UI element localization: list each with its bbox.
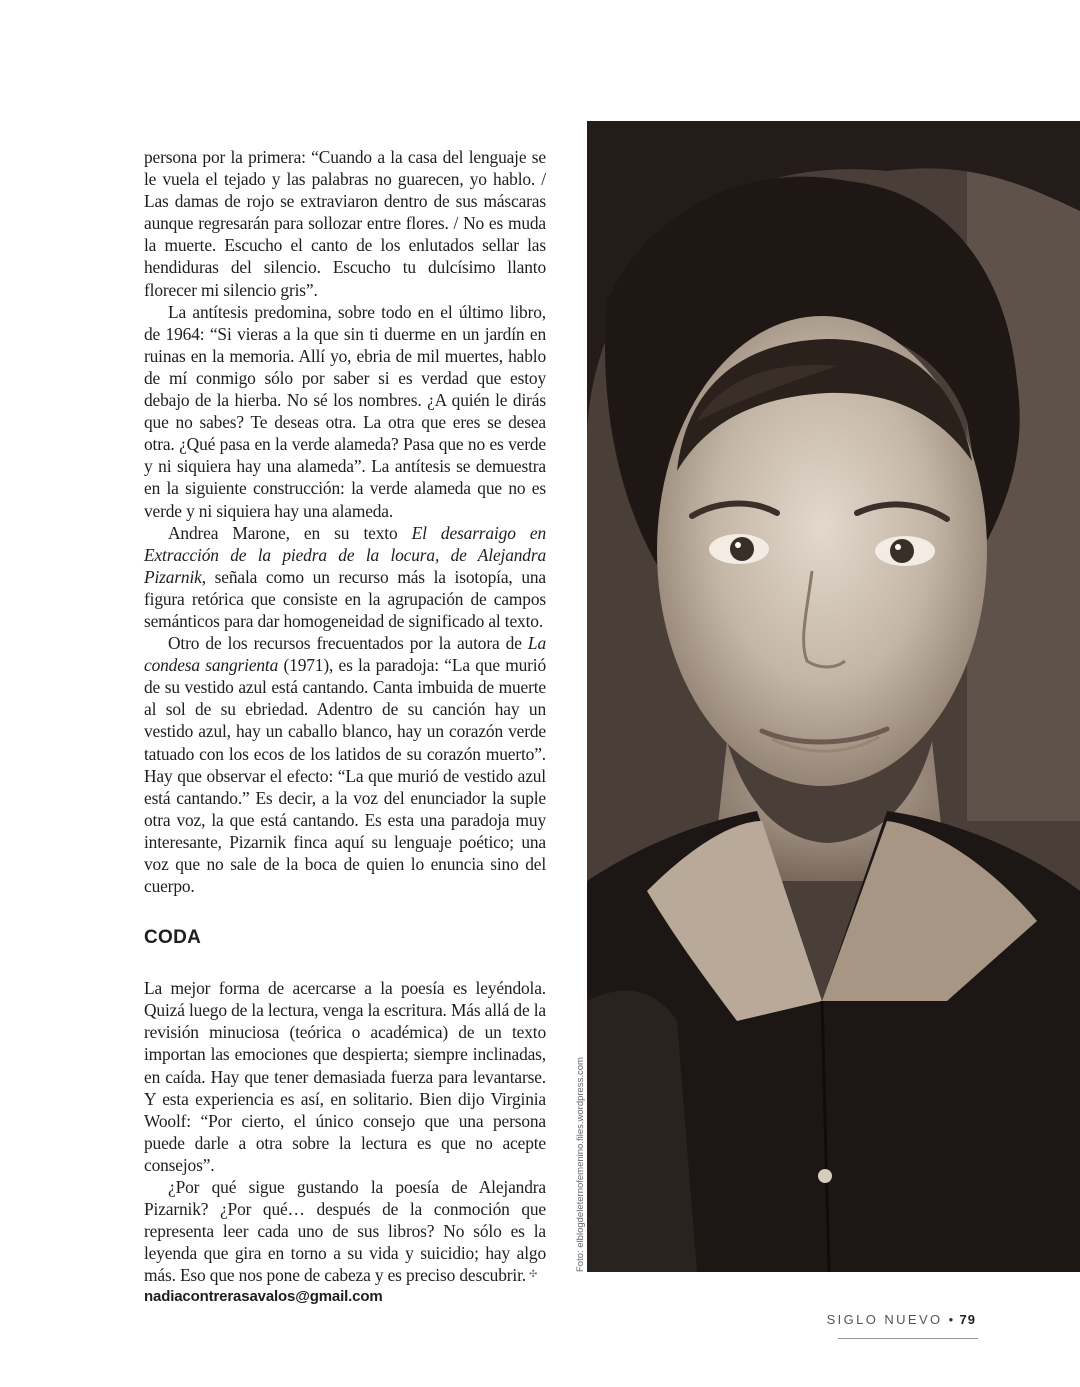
author-email: nadiacontrerasavalos@gmail.com xyxy=(144,1287,383,1305)
end-mark-icon: ✣ xyxy=(528,1269,538,1281)
paragraph-text: (1971), es la paradoja: “La que murió de su vestido azul está cantando. Canta imbuida de muerte al sol de su ebriedad. Adentro de su canción hay un vestido azul, hay un caballo blanco, hay un corazón verde tatuado con los ecos de los latidos de su corazón muerto”. Hay que observar el efecto: “La que murió de vestido azul está cantando.” Es decir, a la voz del enunciador la suple otra voz, la que está cantando. Es esta una paradoja muy interesante, Pizarnik finca aquí su lenguaje poético; una voz que no sale de la boca de quien lo enuncia sino del cuerpo. xyxy=(144,655,547,897)
paragraph xyxy=(144,1176,546,1286)
paragraph: La antítesis predomina, sobre todo en el último libro, de 1964: “Si vieras a la que sin ti duerme en un jardín en ruinas en la memoria. Allí yo, ebria de mil muertes, hablo de mí conmigo sólo por saber si es verdad que estoy debajo de la hierba. No sé los nombres. ¿A quién le dirás que no sabes? Te deseas otra. La otra que eres se desea otra. ¿Qué pasa en la verde alameda? Pasa que no es verde y ni siquiera hay una alameda”. La antítesis se demuestra en la siguiente construcción: la verde alameda que no es verde y ni siquiera hay una alameda. xyxy=(144,301,546,521)
page-number: 79 xyxy=(959,1312,976,1327)
book-title: La condesa sangrienta xyxy=(144,633,546,676)
page-footer xyxy=(827,1312,976,1327)
paragraph: persona por la primera: “Cuando a la casa del lenguaje se le vuela el tejado y las palabras no guarecen, yo hablo. / Las damas de rojo se extraviaron dentro de sus máscaras aunque regresarán para sollozar entre flores. / No es muda la muerte. Escucho el canto de los enlutados sellar las hendiduras del silencio. Escucho tu dulcísimo llanto florecer mi silencio gris”. xyxy=(144,147,546,300)
section-heading: CODA xyxy=(144,927,202,949)
paragraph-text: ¿Por qué sigue gustando la poesía de Alejandra Pizarnik? ¿Por qué… después de la conmoción que representa leer cada uno de sus libros? No sólo es la leyenda que gira en torno a su vida y suicidio; hay algo más. Eso que nos pone de cabeza y es preciso descubrir. xyxy=(144,1177,546,1286)
paragraph-text: Andrea Marone, en su texto xyxy=(168,522,412,543)
portrait-illustration xyxy=(587,121,1080,1272)
article-body xyxy=(144,146,546,1307)
magazine-name: SIGLO NUEVO xyxy=(826,1312,943,1327)
photo-credit: Foto: elblogdeleternofemenino.files.wordpress.com xyxy=(575,1057,586,1272)
book-title: El desarraigo en Extracción de la piedra de la locura, de Alejandra Pizarnik xyxy=(144,522,546,587)
footer-rule xyxy=(838,1338,978,1339)
paragraph: La mejor forma de acercarse a la poesía es leyéndola. Quizá luego de la lectura, venga la escritura. Más allá de la revisión minuciosa (teórica o académica) de un texto importan las emociones que despierta; siempre inclinadas, en caída. Hay que tener demasiada fuerza para levantarse. Y esta experiencia es así, en solitario. Bien dijo Virginia Woolf: “Por cierto, el único consejo que una persona puede darle a otra sobre la lectura es que no acepte consejos”. xyxy=(144,978,546,1175)
paragraph xyxy=(144,522,546,632)
paragraph xyxy=(144,632,546,897)
footer-separator: • xyxy=(948,1312,956,1327)
portrait-photo xyxy=(587,121,1080,1272)
paragraph-text: Otro de los recursos frecuentados por la autora de xyxy=(168,633,528,654)
paragraph-text: , señala como un recurso más la isotopía, una figura retórica que consiste en la agrupación de campos semánticos para dar homogeneidad de significado al texto. xyxy=(144,566,546,631)
